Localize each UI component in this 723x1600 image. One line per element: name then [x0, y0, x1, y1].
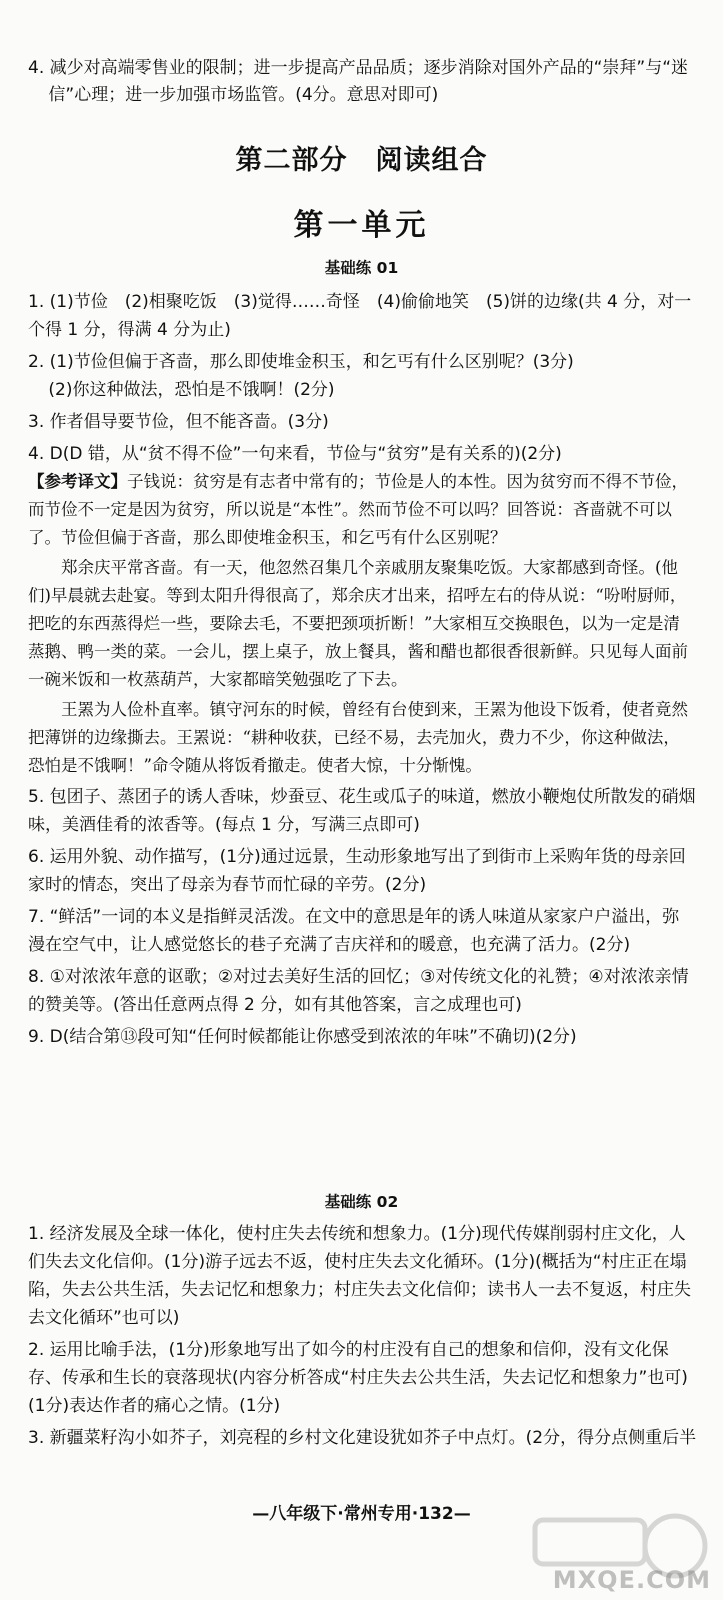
unit-title: 第一单元 — [293, 208, 430, 243]
ex01-q2a: 2. (1)节俭但偏于吝啬，那么即使堆金积玉，和乞丐有什么区别呢？(3分) — [28, 352, 574, 372]
page-footer: —八年级下·常州专用·132— — [252, 1504, 471, 1524]
ex01-q5: 5. 包团子、蒸团子的诱人香味，炒蚕豆、花生或瓜子的味道，燃放小鞭炮仗所散发的硝烟味，美酒佳肴的浓香等。(每点 1 分，写满三点即可) — [28, 787, 696, 835]
ex01-q2b: (2)你这种做法，恐怕是不饿啊！(2分) — [48, 380, 335, 400]
ex02-q2: 2. 运用比喻手法，(1分)形象地写出了如今的村庄没有自己的想象和信仰，没有文化保存、传承和生长的衰落现状(内容分析答成“村庄失去公共生活，失去记忆和想象力”也可)(1分)表达作者的痛心之情。(1分) — [28, 1340, 688, 1416]
reference-translation-p3: 王罴为人俭朴直率。镇守河东的时候，曾经有台使到来，王罴为他设下饭肴，使者竟然把薄饼的边缘撕去。王罴说：“耕种收获，已经不易，去壳加火，费力不少，你这种做法，恐怕是不饿啊！”命令随从将饭肴撤走。使者大惊，十分惭愧。 — [28, 700, 688, 775]
ex01-q1: 1. (1)节俭 (2)相聚吃饭 (3)觉得……奇怪 (4)偷偷地笑 (5)饼的边缘(共 4 分，对一个得 1 分，得满 4 分为止) — [28, 292, 692, 340]
prev-answer-q4 — [28, 55, 696, 109]
q4-line2: 信”心理；进一步加强市场监管。(4分。意思对即可) — [48, 85, 439, 105]
q4-line1: 4. 减少对高端零售业的限制；进一步提高产品品质；逐步消除对国外产品的“崇拜”与“迷 — [28, 58, 689, 78]
watermark-text: MXQE.COM — [552, 1566, 711, 1594]
ex01-q7: 7. “鲜活”一词的本义是指鲜灵活泼。在文中的意思是年的诱人味道从家家户户溢出，弥漫在空气中，让人感觉悠长的巷子充满了吉庆祥和的暖意，也充满了活力。(2分) — [28, 907, 680, 955]
ex01-q4: 4. D(D 错，从“贫不得不俭”一句来看，节俭与“贫穷”是有关系的)(2分) — [28, 444, 562, 464]
reference-translation-label: 【参考译文】 — [28, 472, 127, 491]
exercise-02-title: 基础练 02 — [324, 1193, 399, 1211]
reference-translation-p1 — [28, 468, 696, 552]
ex01-q8: 8. ①对浓浓年意的讴歌；②对过去美好生活的回忆；③对传统文化的礼赞；④对浓浓亲情的赞美等。(答出任意两点得 2 分，如有其他答案，言之成理也可) — [28, 967, 689, 1015]
ex02-q3: 3. 新疆菜籽沟小如芥子，刘亮程的乡村文化建设犹如芥子中点灯。(2分，得分点侧重后半 — [28, 1428, 696, 1448]
ex01-q6: 6. 运用外貌、动作描写，(1分)通过远景，生动形象地写出了到街市上采购年货的母亲回家时的情态，突出了母亲为春节而忙碌的辛劳。(2分) — [28, 847, 686, 895]
part-title: 第二部分 阅读组合 — [235, 145, 488, 176]
reference-translation-text: 子钱说：贫穷是有志者中常有的；节俭是人的本性。因为贫穷而不得不节俭，而节俭不一定是因为贫穷，所以说是“本性”。然而节俭不可以吗？回答说：吝啬就不可以了。节俭但偏于吝啬，那么即使堆金积玉，和乞丐有什么区别呢？ — [28, 472, 688, 547]
ex01-q3: 3. 作者倡导要节俭，但不能吝啬。(3分) — [28, 412, 329, 432]
exercise-01-title: 基础练 01 — [324, 259, 399, 277]
ex02-q1: 1. 经济发展及全球一体化，使村庄失去传统和想象力。(1分)现代传媒削弱村庄文化，人们失去文化信仰。(1分)游子远去不返，使村庄失去文化循环。(1分)(概括为“村庄正在塌陷，失去公共生活，失去记忆和想象力；村庄失去文化信仰；读书人一去不复返，村庄失去文化循环”也可以) — [28, 1224, 691, 1328]
ex01-q9: 9. D(结合第⑬段可知“任何时候都能让你感受到浓浓的年味”不确切)(2分) — [28, 1027, 577, 1047]
ex02-answers — [28, 1220, 696, 1452]
ex01-answers — [28, 288, 696, 1051]
reference-translation-p2: 郑余庆平常吝啬。有一天，他忽然召集几个亲戚朋友聚集吃饭。大家都感到奇怪。(他们)早晨就去赴宴。等到太阳升得很高了，郑余庆才出来，招呼左右的侍从说：“吩咐厨师，把吃的东西蒸得烂一些，要除去毛，不要把颈项折断！”大家相互交换眼色，以为一定是清蒸鹅、鸭一类的菜。一会儿，摆上桌子，放上餐具，酱和醋也都很香很新鲜。只见每人面前一碗米饭和一枚蒸葫芦，大家都暗笑勉强吃了下去。 — [28, 558, 688, 689]
